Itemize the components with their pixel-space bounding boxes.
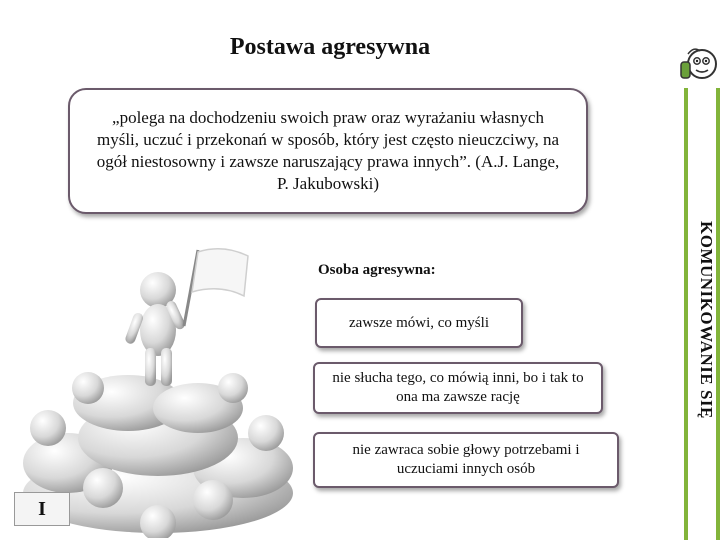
trait-text: zawsze mówi, co myśli bbox=[349, 314, 489, 331]
trait-text: nie zawraca sobie głowy potrzebami i uczuciami innych osób bbox=[352, 442, 580, 477]
slide-title: Postawa agresywna bbox=[229, 34, 431, 60]
trait-box bbox=[313, 432, 619, 488]
page-number: I bbox=[14, 492, 70, 526]
aggressive-person-heading: Osoba agresywna: bbox=[318, 262, 436, 278]
cartoon-face-phone-icon bbox=[676, 42, 720, 86]
side-section-label: KOMUNIKOWANIE SIĘ bbox=[697, 221, 716, 419]
definition-quote-text: „polega na dochodzeniu swoich praw oraz wyrażaniu własnych myśli, uczuć i przekonań w sposób, który jest często nieuczciwy, na ogół niestosowny i zawsze naruszający prawa innych”. (A.J. Lange, P. Jakubowski) bbox=[96, 108, 560, 193]
trait-text: nie słucha tego, co mówią inni, bo i tak to ona ma zawsze rację bbox=[332, 370, 584, 405]
trait-box bbox=[313, 362, 603, 414]
trait-box bbox=[315, 298, 523, 348]
definition-quote-box bbox=[68, 88, 588, 214]
